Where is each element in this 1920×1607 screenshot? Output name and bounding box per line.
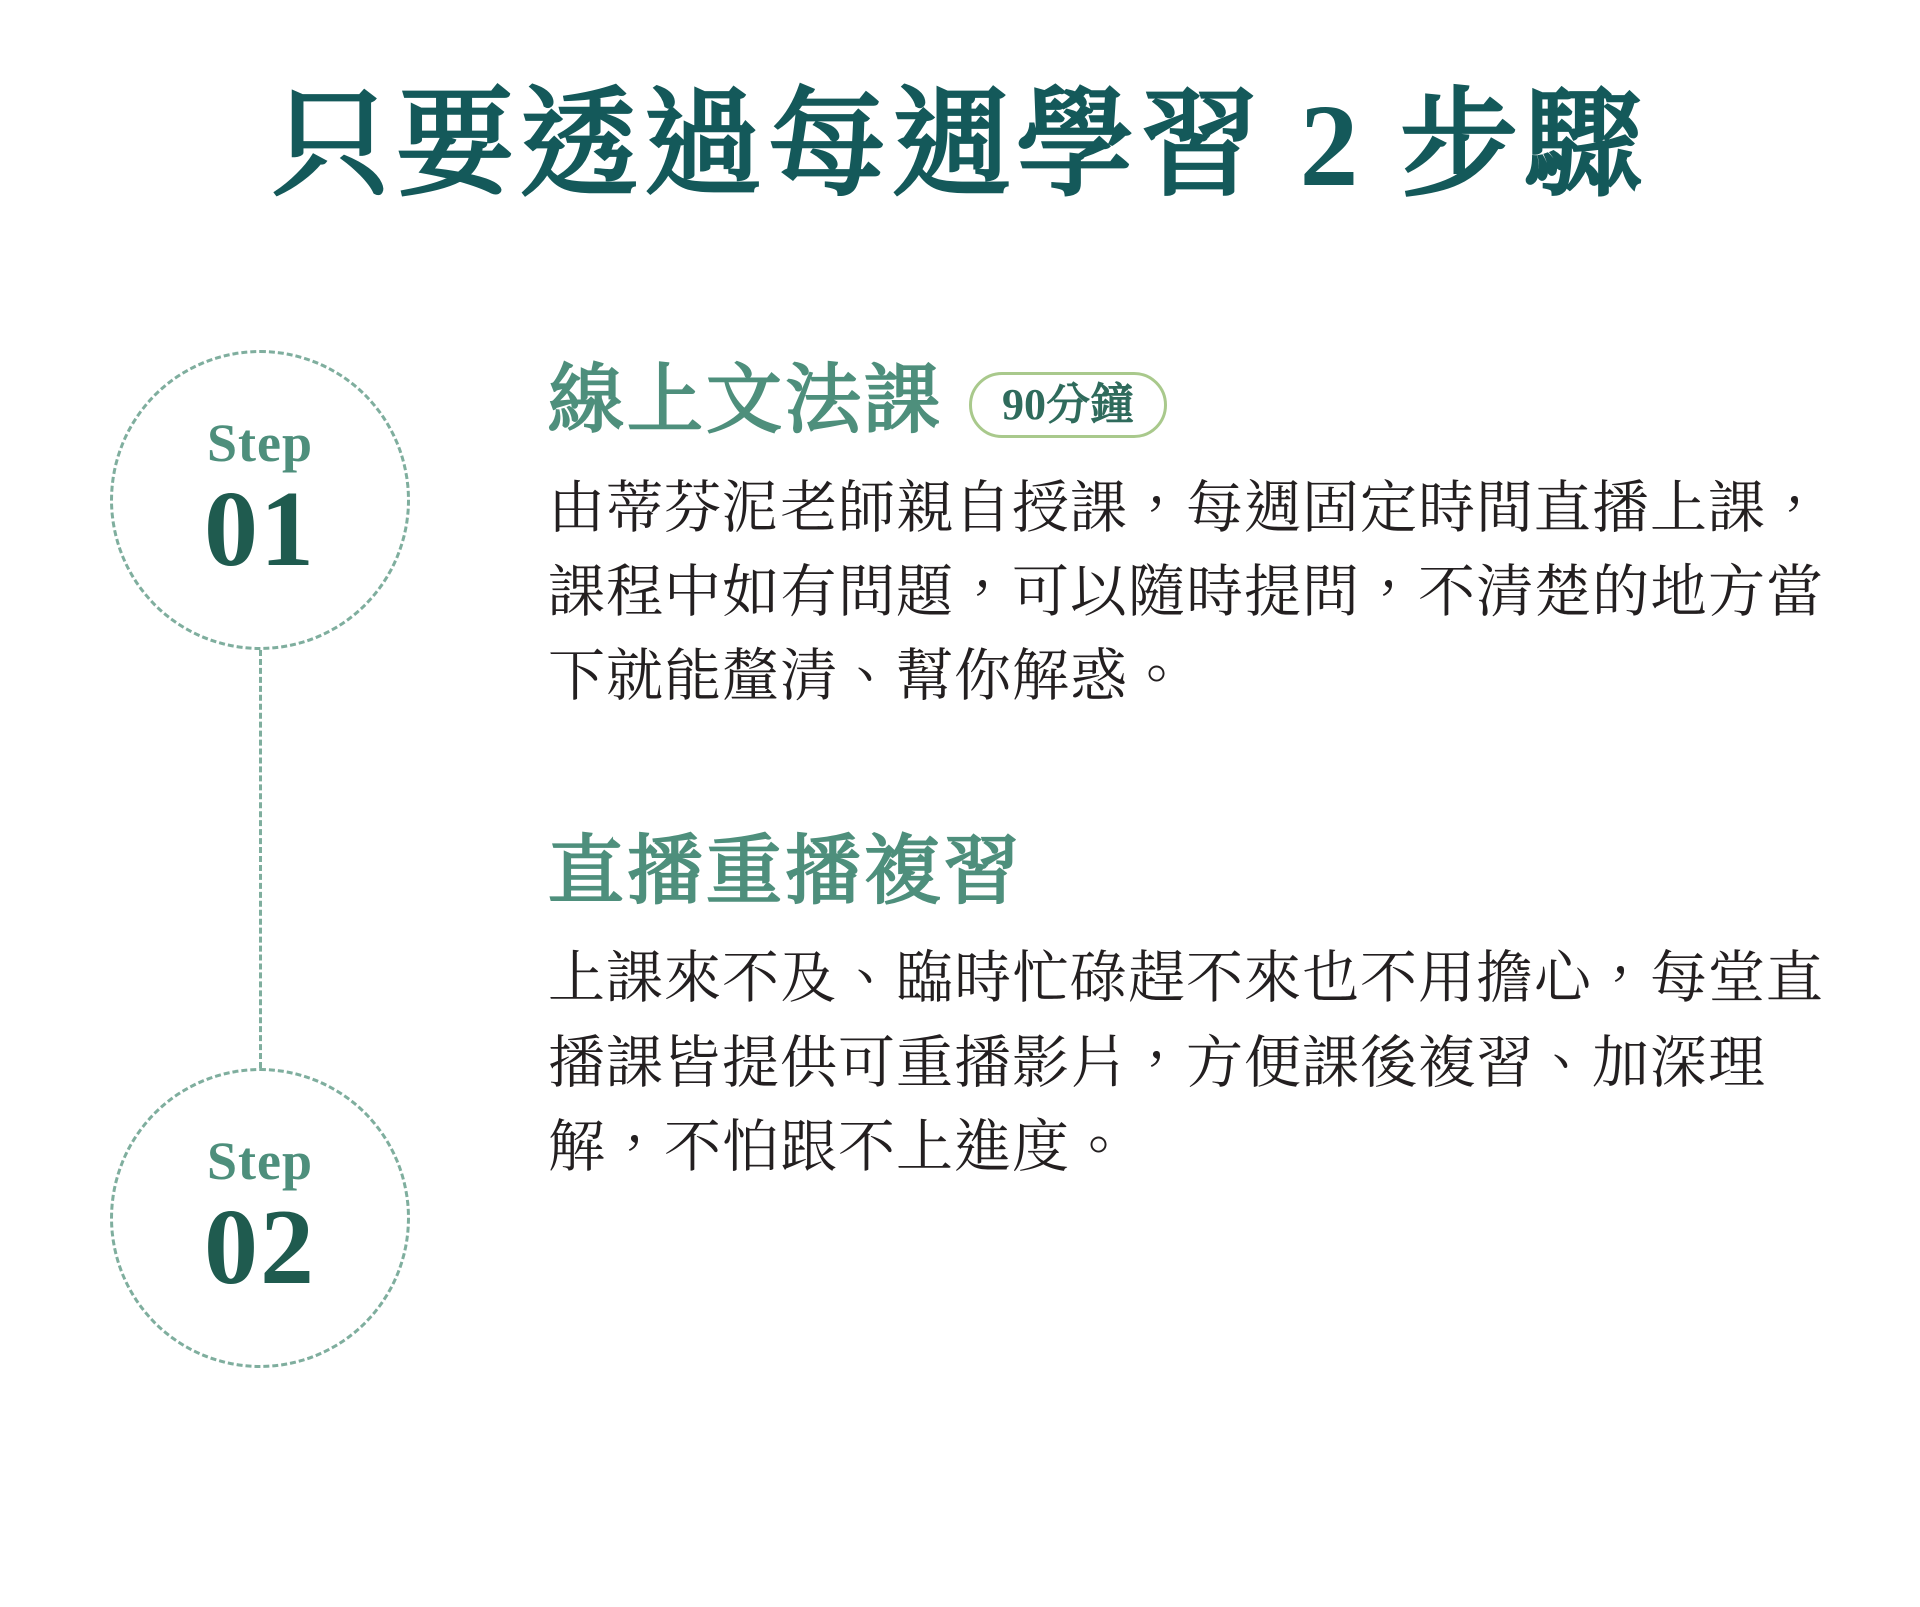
step-description-text: 由蒂芬泥老師親自授課，每週固定時間直播上課，課程中如有問題，可以隨時提問，不清楚的地方當下就能釐清、幫你解惑。: [548, 475, 1824, 709]
step-label: Step: [206, 413, 313, 473]
duration-badge: 90分鐘: [969, 372, 1167, 438]
step-heading: 線上文法課: [548, 359, 943, 443]
step-block-02: [548, 831, 1838, 1190]
step-content-column: [548, 360, 1838, 1189]
step-markers-column: [100, 350, 460, 1400]
step-heading: 直播重播複習: [548, 829, 1022, 914]
step-block-01: [548, 360, 1838, 719]
step-marker-01: [110, 350, 410, 650]
dashed-connector-line: [259, 650, 262, 1068]
step-heading-row: [548, 360, 1838, 444]
step-number: 02: [204, 1188, 316, 1307]
step-heading-row: [548, 831, 1838, 915]
step-description: [548, 936, 1838, 1189]
step-description-text: 上課來不及、臨時忙碌趕不來也不用擔心，每堂直播課皆提供可重播影片，方便課後複習、加深理解，不怕跟不上進度。: [548, 946, 1824, 1179]
step-description: [548, 466, 1838, 719]
step-marker-02: [110, 1068, 410, 1368]
step-number: 01: [204, 470, 316, 589]
step-label: Step: [206, 1131, 313, 1191]
page-title: 只要透過每週學習 2 步驟: [271, 80, 1648, 211]
